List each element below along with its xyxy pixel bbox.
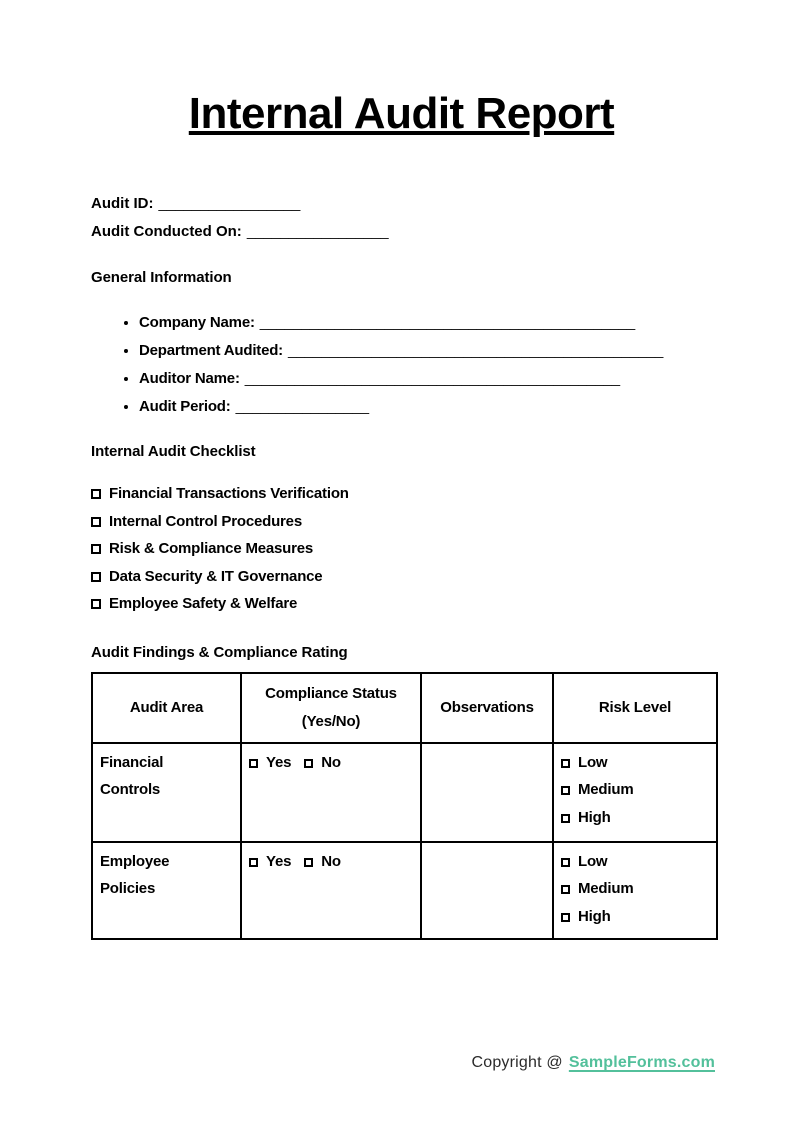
audit-area-cell: Employee Policies: [92, 842, 241, 939]
list-item: [139, 393, 743, 421]
table-row: [92, 842, 717, 939]
checkbox-icon[interactable]: [249, 858, 258, 867]
audit-period-label: Audit Period:: [139, 398, 231, 415]
list-item: [139, 365, 743, 393]
low-label: Low: [578, 753, 608, 771]
department-audited-label: Department Audited:: [139, 342, 283, 359]
checkbox-icon[interactable]: [91, 572, 101, 582]
checkbox-icon[interactable]: [561, 885, 570, 894]
high-option: [561, 903, 710, 931]
company-name-blank-line: _____________________________________________: [259, 314, 636, 331]
general-information-list: [91, 309, 743, 421]
low-label: Low: [578, 852, 608, 870]
audit-id-label: Audit ID:: [91, 195, 154, 212]
no-option: [304, 754, 341, 771]
no-label: No: [321, 753, 341, 771]
list-item: [139, 337, 743, 365]
no-option: [304, 853, 341, 870]
general-information-heading: General Information: [91, 269, 232, 286]
field-audit-id: [91, 190, 743, 218]
checkbox-icon[interactable]: [91, 517, 101, 527]
yes-label: Yes: [266, 753, 292, 771]
checklist-item: [91, 535, 743, 563]
checkbox-icon[interactable]: [561, 786, 570, 795]
medium-label: Medium: [578, 781, 634, 798]
medium-label: Medium: [578, 880, 634, 897]
audit-period-blank-line: ________________: [235, 398, 370, 415]
high-label: High: [578, 907, 611, 925]
checkbox-icon[interactable]: [91, 544, 101, 554]
checkbox-icon[interactable]: [304, 858, 313, 867]
checkbox-icon[interactable]: [249, 759, 258, 768]
checkbox-icon[interactable]: [561, 858, 570, 867]
sampleforms-link[interactable]: SampleForms.com: [568, 1054, 715, 1071]
high-label: High: [578, 808, 611, 826]
checklist-item-label: Financial Transactions Verification: [109, 485, 349, 502]
checklist-item-label: Employee Safety & Welfare: [109, 595, 298, 612]
copyright-text: Copyright @: [471, 1054, 563, 1071]
low-option: [561, 848, 710, 876]
internal-audit-checklist-heading: Internal Audit Checklist: [91, 443, 256, 460]
checkbox-icon[interactable]: [304, 759, 313, 768]
column-header-risk-level: Risk Level: [553, 673, 717, 743]
table-row: [92, 743, 717, 842]
audit-id-blank-line: _________________: [158, 195, 301, 212]
yes-option: [249, 853, 291, 870]
yes-label: Yes: [266, 852, 292, 870]
no-label: No: [321, 852, 341, 870]
field-audit-conducted-on: [91, 218, 743, 246]
yes-option: [249, 754, 291, 771]
audit-conducted-on-blank-line: _________________: [246, 223, 389, 240]
checkbox-icon[interactable]: [561, 814, 570, 823]
risk-level-cell: [553, 743, 717, 842]
checkbox-icon[interactable]: [561, 759, 570, 768]
checklist-item: [91, 480, 743, 508]
compliance-status-cell: [241, 842, 421, 939]
document-content: [0, 190, 803, 940]
checkbox-icon[interactable]: [91, 489, 101, 499]
column-header-observations: Observations: [421, 673, 553, 743]
low-option: [561, 749, 710, 777]
checklist-item: [91, 590, 743, 618]
checklist-item: [91, 563, 743, 591]
audit-area-cell: Financial Controls: [92, 743, 241, 842]
high-option: [561, 804, 710, 832]
findings-table: [91, 672, 718, 940]
page-title: Internal Audit Report: [188, 89, 615, 138]
checklist-item: [91, 508, 743, 536]
checklist-item-label: Risk & Compliance Measures: [109, 540, 314, 557]
company-name-label: Company Name:: [139, 314, 255, 331]
column-header-compliance-status: Compliance Status (Yes/No): [241, 673, 421, 743]
checkbox-icon[interactable]: [561, 913, 570, 922]
footer: [471, 1050, 715, 1076]
checklist: [91, 480, 743, 618]
medium-option: [561, 875, 710, 903]
column-header-audit-area: Audit Area: [92, 673, 241, 743]
list-item: [139, 309, 743, 337]
checklist-item-label: Internal Control Procedures: [109, 512, 302, 530]
audit-conducted-on-label: Audit Conducted On:: [91, 223, 242, 240]
observations-cell[interactable]: [421, 842, 553, 939]
document-page: [0, 88, 803, 1124]
risk-level-cell: [553, 842, 717, 939]
audit-findings-heading: Audit Findings & Compliance Rating: [91, 643, 348, 661]
table-header-row: [92, 673, 717, 743]
auditor-name-blank-line: _____________________________________________: [244, 370, 621, 387]
checklist-item-label: Data Security & IT Governance: [109, 567, 323, 585]
department-audited-blank-line: _____________________________________________: [287, 342, 664, 359]
observations-cell[interactable]: [421, 743, 553, 842]
meta-fields: [91, 190, 743, 246]
medium-option: [561, 776, 710, 804]
checkbox-icon[interactable]: [91, 599, 101, 609]
compliance-status-cell: [241, 743, 421, 842]
auditor-name-label: Auditor Name:: [139, 370, 240, 387]
